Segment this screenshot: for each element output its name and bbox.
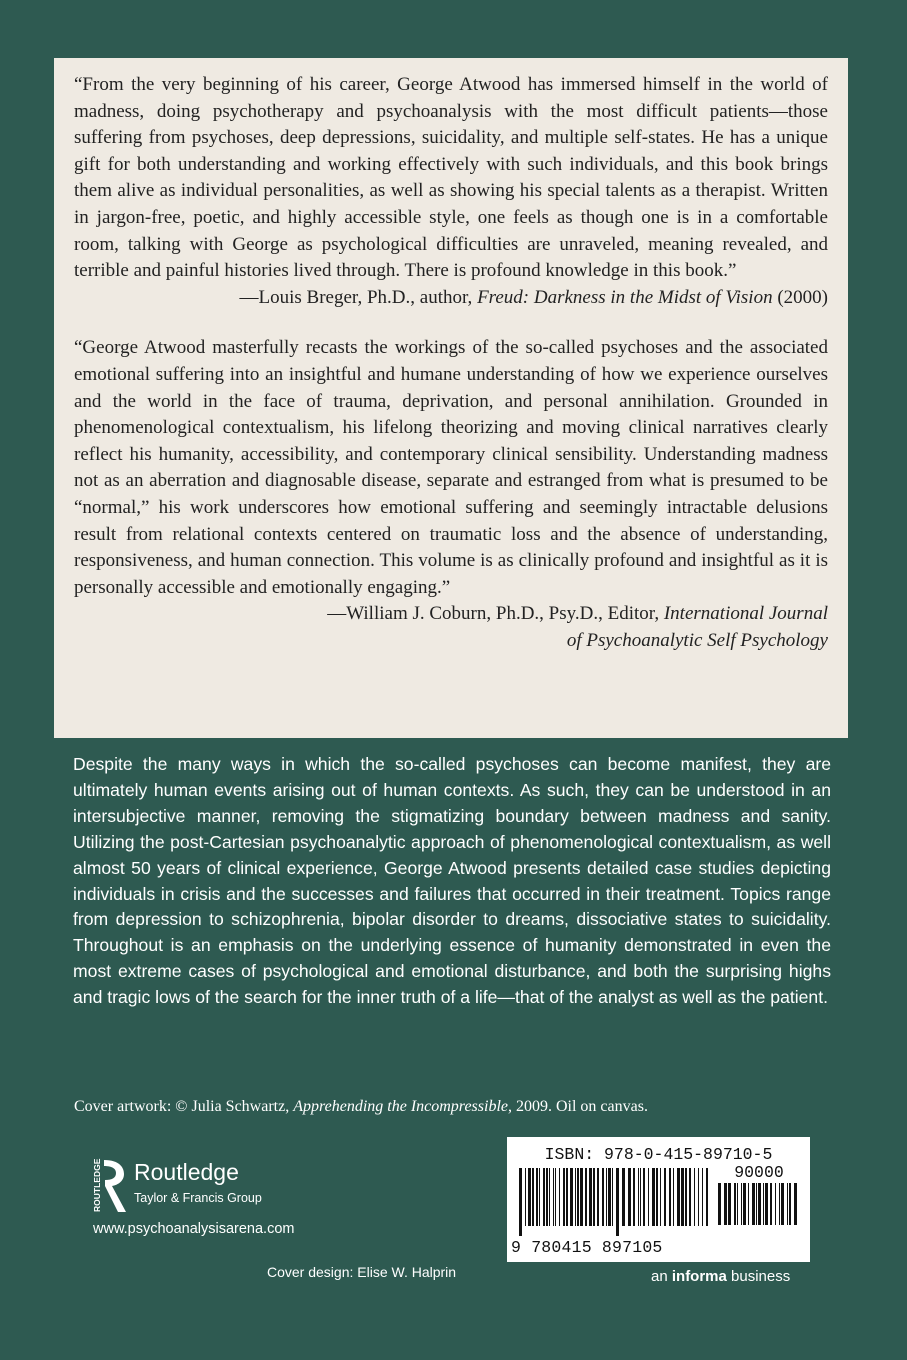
credit-suffix: , 2009. Oil on canvas.	[507, 1098, 648, 1115]
barcode-bar	[681, 1168, 684, 1226]
barcode-bar	[718, 1183, 721, 1225]
credit-artwork-title: Apprehending the Incompressible	[293, 1098, 508, 1115]
publisher-website[interactable]: www.psychoanalysisarena.com	[93, 1221, 295, 1237]
cover-design-credit: Cover design: Elise W. Halprin	[267, 1264, 457, 1280]
barcode-bar	[633, 1168, 635, 1226]
barcode-bar	[539, 1168, 540, 1226]
barcode-bar	[748, 1183, 749, 1225]
barcode-bar	[532, 1168, 534, 1226]
barcode-bar	[752, 1183, 755, 1225]
informa-brand: informa	[671, 1268, 727, 1285]
credit-prefix: Cover artwork: © Julia Schwartz,	[74, 1098, 294, 1115]
ean-barcode-bars	[519, 1168, 713, 1240]
cover-artwork-credit	[74, 1097, 834, 1117]
barcode-bar	[794, 1183, 797, 1225]
routledge-emblem-icon	[90, 1158, 130, 1214]
barcode-bar	[789, 1183, 791, 1225]
barcode-bar	[528, 1168, 531, 1226]
barcode-bar	[765, 1183, 768, 1225]
barcode-bar	[612, 1168, 613, 1226]
barcode-bar	[775, 1183, 776, 1225]
endorsement-attribution-1	[74, 285, 828, 312]
barcode-bar	[597, 1168, 599, 1226]
barcode-bar	[608, 1168, 611, 1226]
endorsement-quote-1: “From the very beginning of his career, George Atwood has immersed himself in the world of madness, doing psychotherapy and psychoanalysis with the most difficult patients—those suffering from psychoses, deep depressions, suicidality, and multiple self-states. He has a unique gift for both understanding and working effectively with such individuals, and this book brings them alive as individual personalities, as well as showing his special talents as a therapist. Written in jargon-free, poetic, and highly accessible style, one feels as though one is in a comfortable room, talking with George as psychological difficulties are unraveled, meaning revealed, and terrible and painful histories lived through. There is profound knowledge in this book.”	[74, 74, 828, 282]
barcode-bar	[566, 1168, 568, 1226]
barcode-bar	[664, 1168, 666, 1226]
barcode-bar	[743, 1183, 746, 1225]
informa-suffix: business	[726, 1268, 791, 1285]
attribution-1-suffix: (2000)	[772, 286, 828, 308]
isbn-label: ISBN: 978-0-415-89710-5	[544, 1145, 773, 1164]
barcode-bar	[559, 1168, 560, 1226]
barcode-bar	[756, 1183, 757, 1225]
barcode-bar	[577, 1168, 579, 1226]
barcode-bar	[728, 1183, 731, 1225]
barcode-bar	[763, 1183, 764, 1225]
barcode-bar	[781, 1183, 784, 1225]
barcode-bar	[640, 1168, 641, 1226]
barcode-bar	[519, 1168, 522, 1236]
barcode-bar	[593, 1168, 595, 1226]
barcode-bar	[698, 1168, 699, 1226]
barcode-bar	[656, 1168, 658, 1226]
barcode-bar	[779, 1183, 780, 1225]
barcode-bar	[660, 1168, 661, 1226]
barcode-bar	[673, 1168, 674, 1226]
barcode-bar	[648, 1168, 649, 1226]
book-description: Despite the many ways in which the so-called psychoses can become manifest, they are ultimately human events arising out of human contexts. As such, they can be understood in an intersubjective manner, removing the stigmatizing boundary between madness and sanity. Utilizing the post-Cartesian psychoanalytic approach of phenomenological contextualism, as well almost 50 years of clinical experience, George Atwood presents detailed case studies depicting individuals in crisis and the successes and failures that occurred in their treatment. Topics range from depression to schizophrenia, bipolar disorder to dreams, dissociative states to suicidality. Throughout is an emphasis on the underlying essence of humanity demonstrated in even the most extreme cases of psychological and emotional disturbance, and both the surprising highs and tragic lows of the search for the inner truth of a life—that of the analyst as well as the patient.	[73, 754, 831, 1008]
barcode-bar	[553, 1168, 554, 1226]
barcode-bar	[770, 1183, 772, 1225]
endorsements-panel	[54, 58, 848, 738]
attribution-2-work-line2: of Psychoanalytic Self Psychology	[566, 629, 828, 651]
barcode-bar	[669, 1168, 671, 1226]
barcode-bar	[677, 1168, 680, 1226]
barcode-bar	[652, 1168, 655, 1226]
barcode-bar	[575, 1168, 576, 1226]
barcode-bar	[585, 1168, 587, 1226]
barcode-bar	[616, 1168, 619, 1236]
publisher-group: Taylor & Francis Group	[134, 1191, 262, 1205]
barcode-bar	[589, 1168, 592, 1226]
barcode-bar	[580, 1168, 583, 1226]
attribution-2-prefix: —William J. Coburn, Ph.D., Psy.D., Editor,	[327, 603, 664, 625]
logo-vertical-wordmark: ROUTLEDGE	[92, 1158, 102, 1212]
barcode-bar	[602, 1168, 604, 1226]
barcode-addon-digits: 90000	[734, 1163, 784, 1182]
barcode-bar	[549, 1168, 550, 1226]
endorsement-quote-2: “George Atwood masterfully recasts the workings of the so-called psychoses and the associated emotional suffering into an insightful and humane understanding of how we experience ourselves and the world in the face of trauma, deprivation, and personal annihilation. Grounded in phenomenological contextualism, his lifelong theorizing and moving clinical narratives clearly reflect his humanity, accessibility, and contemporary clinical sensibility. Understanding madness not as an aberration and diagnosable disease, separate and estranged from what is presumed to be “normal,” his work underscores how emotional suffering and seemingly intractable delusions result from relational contexts centered on traumatic loss and the absence of understanding, responsiveness, and human connection. This volume is as clinically profound and insightful as it is personally accessible and emotionally engaging.”	[74, 337, 828, 598]
barcode-bar	[694, 1168, 695, 1226]
barcode-bar	[787, 1183, 788, 1225]
barcode-bar	[724, 1183, 727, 1225]
barcode-bar	[546, 1168, 548, 1226]
barcode-bar	[543, 1168, 545, 1226]
barcode-bar	[622, 1168, 625, 1226]
isbn-barcode	[507, 1137, 810, 1262]
barcode-bar	[734, 1183, 736, 1225]
endorsement-attribution-2	[74, 601, 828, 654]
barcode-bar	[737, 1183, 738, 1225]
attribution-1-work: Freud: Darkness in the Midst of Vision	[477, 286, 773, 308]
barcode-bar	[758, 1183, 761, 1225]
barcode-bar	[741, 1183, 742, 1225]
addon-barcode-bars	[718, 1183, 800, 1255]
publisher-name: Routledge	[134, 1159, 239, 1185]
ean-digits: 9 780415 897105	[511, 1238, 663, 1257]
barcode-bar	[606, 1168, 607, 1226]
barcode-bar	[570, 1168, 573, 1226]
barcode-bar	[525, 1168, 526, 1226]
barcode-bar	[536, 1168, 538, 1226]
barcode-bar	[689, 1168, 691, 1226]
barcode-bar	[555, 1168, 556, 1226]
informa-prefix: an	[651, 1268, 672, 1285]
barcode-bar	[685, 1168, 687, 1226]
barcode-bar	[702, 1168, 703, 1226]
barcode-bar	[628, 1168, 631, 1226]
attribution-1-prefix: —Louis Breger, Ph.D., author,	[239, 286, 478, 308]
barcode-bar	[706, 1168, 708, 1226]
attribution-2-work-line1: International Journal	[663, 603, 828, 625]
barcode-bar	[638, 1168, 639, 1226]
barcode-bar	[643, 1168, 645, 1226]
barcode-bar	[563, 1168, 565, 1226]
informa-tagline	[651, 1268, 790, 1285]
